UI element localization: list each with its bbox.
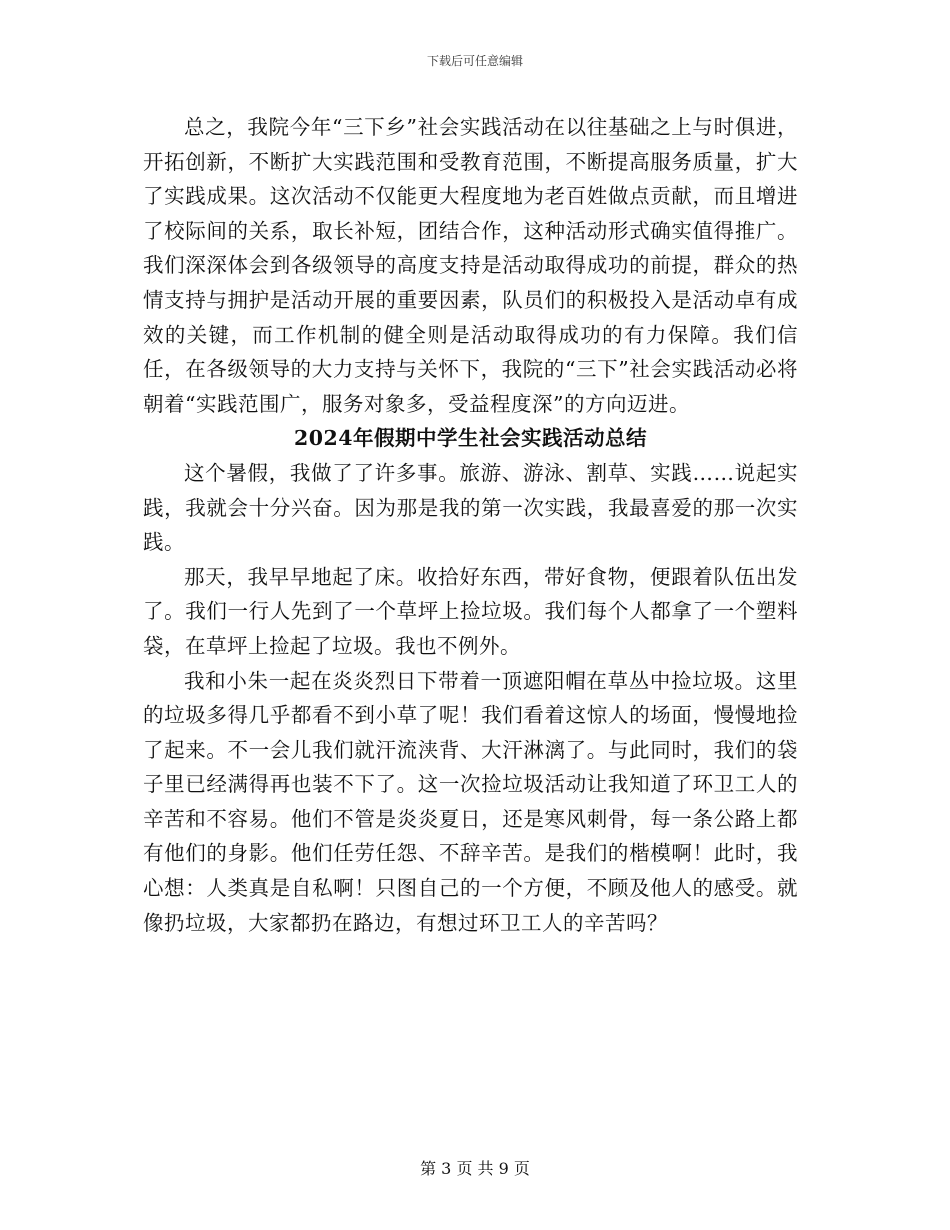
paragraph-cleanup: 我和小朱一起在炎炎烈日下带着一顶遮阳帽在草丛中捡垃圾。这里的垃圾多得几乎都看不到小草了呢！我们看着这惊人的场面，慢慢地捡了起来。不一会儿我们就汗流浃背、大汗淋漓了。与此同时，我们的袋子里已经满得再也装不下了。这一次捡垃圾活动让我知道了环卫工人的辛苦和不容易。他们不管是炎炎夏日，还是寒风刺骨，每一条公路上都有他们的身影。他们任劳任怨、不辞辛苦。是我们的楷模啊！此时，我心想：人类真是自私啊！只图自己的一个方便，不顾及他人的感受。就像扔垃圾，大家都扔在路边，有想过环卫工人的辛苦吗？	[143, 668, 798, 935]
document-body	[143, 110, 798, 940]
page-footer: 第 3 页 共 9 页	[420, 1159, 530, 1178]
paragraph-intro: 这个暑假，我做了了许多事。旅游、游泳、割草、实践……说起实践，我就会十分兴奋。因为那是我的第一次实践，我最喜爱的那一次实践。	[143, 460, 798, 555]
section-title: 2024年假期中学生社会实践活动总结	[293, 426, 648, 451]
paragraph-conclusion: 总之，我院今年“三下乡”社会实践活动在以往基础之上与时俱进，开拓创新，不断扩大实践范围和受教育范围，不断提高服务质量，扩大了实践成果。这次活动不仅能更大程度地为老百姓做点贡献，而且增进了校际间的关系，取长补短，团结合作，这种活动形式确实值得推广。我们深深体会到各级领导的高度支持是活动取得成功的前提，群众的热情支持与拥护是活动开展的重要因素，队员们的积极投入是活动卓有成效的关键，而工作机制的健全则是活动取得成功的有力保障。我们信任，在各级领导的大力支持与关怀下，我院的“三下”社会实践活动必将朝着“实践范围广，服务对象多，受益程度深”的方向迈进。	[143, 115, 798, 416]
paragraph-morning: 那天，我早早地起了床。收拾好东西，带好食物，便跟着队伍出发了。我们一行人先到了一个草坪上捡垃圾。我们每个人都拿了一个塑料袋，在草坪上捡起了垃圾。我也不例外。	[143, 564, 798, 658]
page-header: 下载后可任意编辑	[426, 54, 523, 68]
